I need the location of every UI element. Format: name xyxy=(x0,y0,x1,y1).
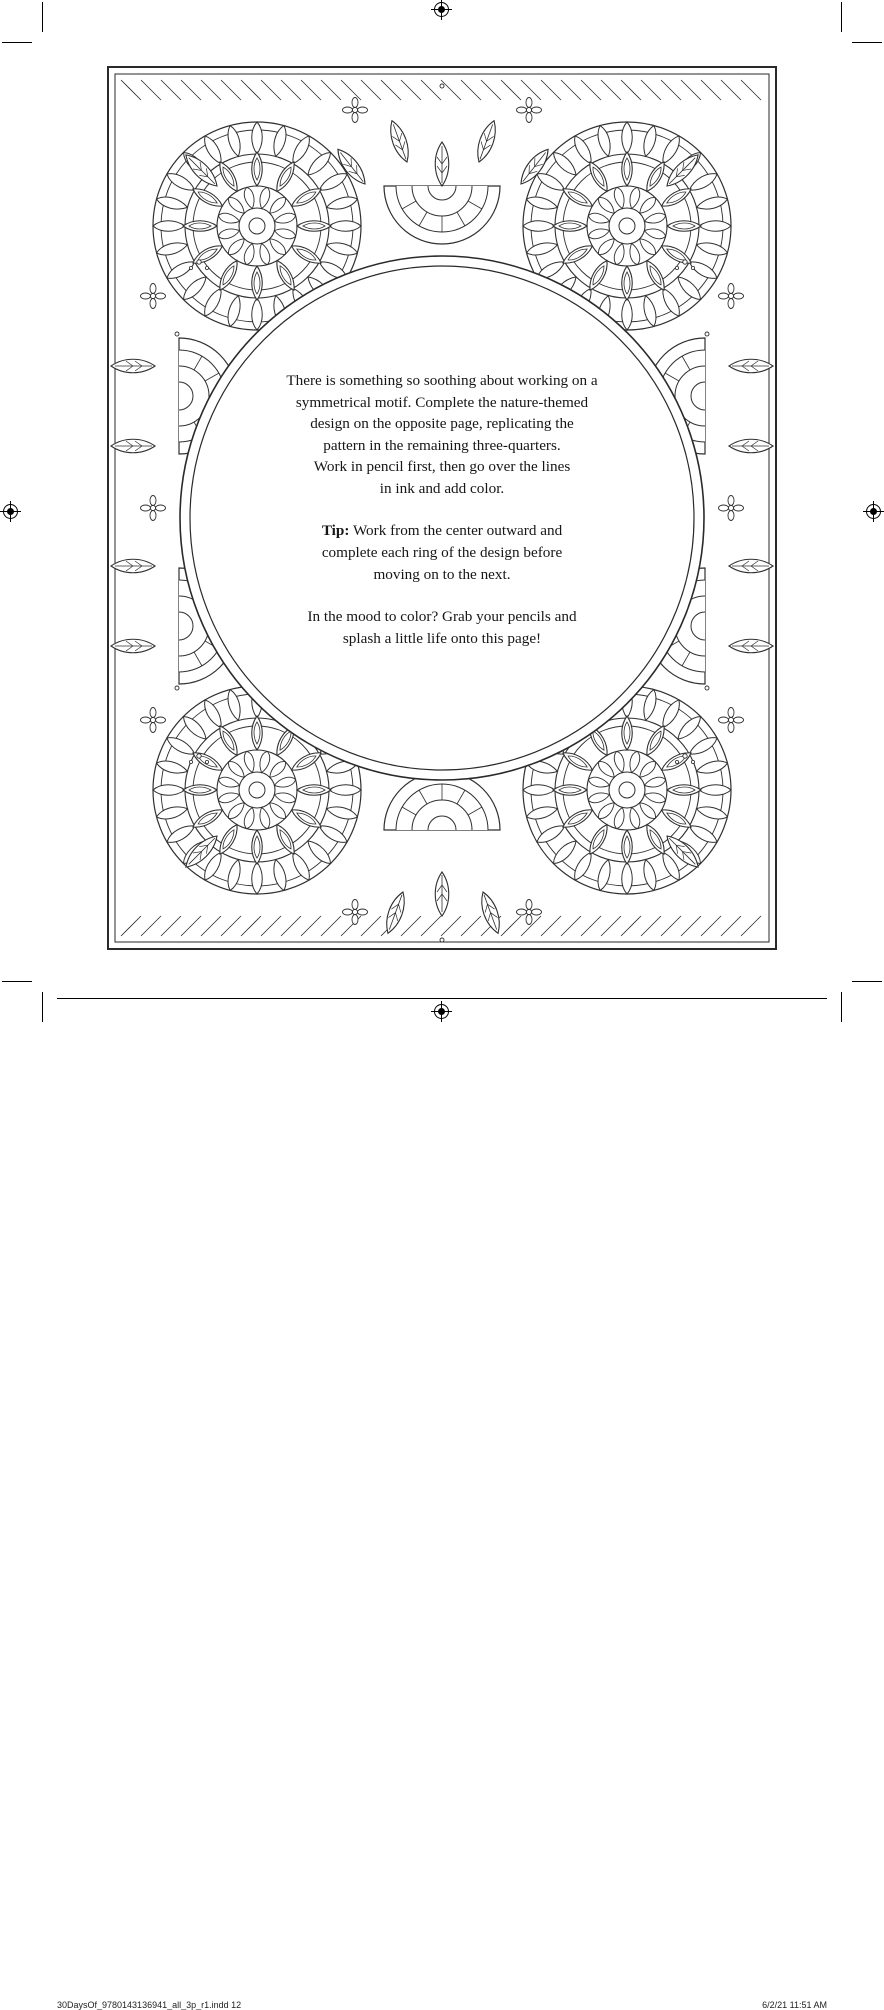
crop-mark-bottom-left-horizontal xyxy=(2,981,32,982)
registration-target-icon-right xyxy=(866,504,881,519)
crop-mark-bottom-right-horizontal xyxy=(852,981,882,982)
crop-mark-top-right-vertical xyxy=(841,2,842,32)
closing-line-1: In the mood to color? Grab your pencils and xyxy=(307,608,577,626)
footer-slug-line xyxy=(0,995,884,2010)
crop-mark-top-right-horizontal xyxy=(852,42,882,43)
crop-mark-top-left-vertical xyxy=(42,2,43,32)
footer-file-slug: 30DaysOf_9780143136941_all_3p_r1.indd 12 xyxy=(57,2000,242,2010)
intro-line-2: symmetrical motif. Complete the nature-themed xyxy=(295,393,589,411)
tip-line-2: complete each ring of the design before xyxy=(321,544,563,562)
tip-line-1-rest: Work from the center outward and xyxy=(349,522,563,540)
tip-line-3: moving on to the next. xyxy=(373,565,511,583)
intro-line-4: pattern in the remaining three-quarters. xyxy=(323,436,561,454)
registration-target-icon-top xyxy=(434,2,449,17)
registration-target-icon-left xyxy=(3,504,18,519)
paragraph-gap-1 xyxy=(232,499,652,520)
paragraph-gap-2 xyxy=(232,585,652,606)
crop-mark-top-left-horizontal xyxy=(2,42,32,43)
intro-line-5: Work in pencil first, then go over the lines xyxy=(313,458,571,476)
tip-label: Tip: xyxy=(321,522,350,540)
intro-line-1: There is something so soothing about working on a xyxy=(286,372,598,389)
closing-line-2: splash a little life onto this page! xyxy=(342,629,542,647)
intro-line-6: in ink and add color. xyxy=(379,479,505,497)
tip-line-1 xyxy=(232,520,652,542)
intro-line-3: design on the opposite page, replicating the xyxy=(310,415,574,433)
instruction-text-block xyxy=(232,370,652,649)
footer-timestamp: 6/2/21 11:51 AM xyxy=(762,2000,827,2010)
